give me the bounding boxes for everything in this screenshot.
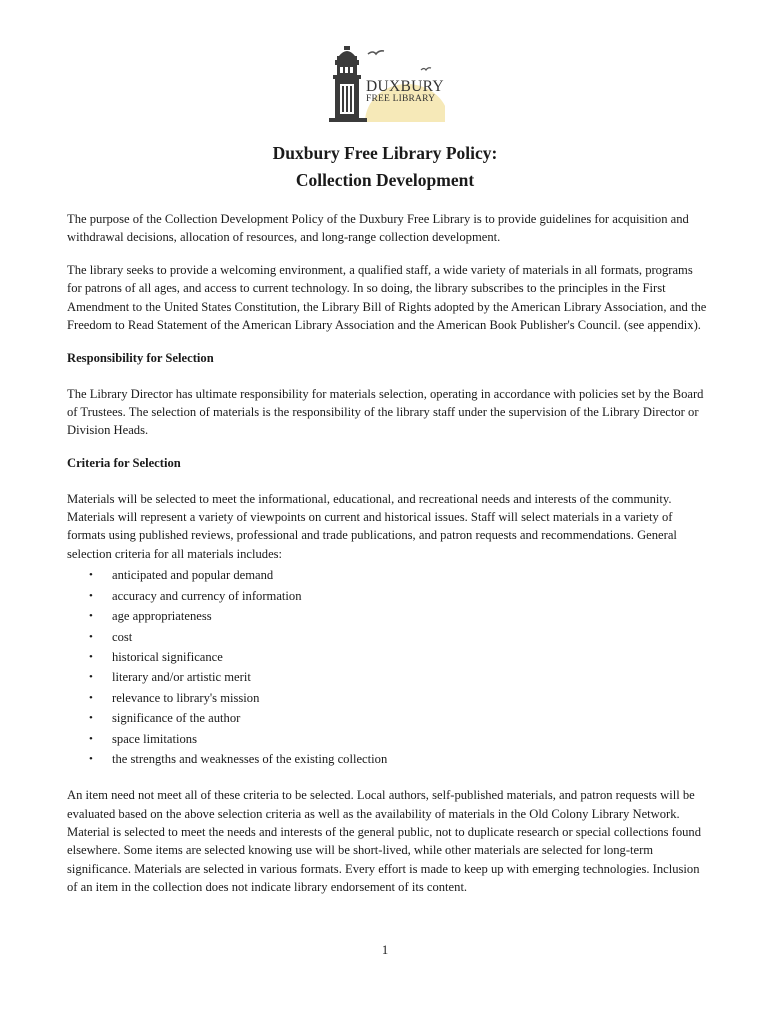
list-item: • anticipated and popular demand bbox=[67, 565, 707, 585]
bird-icon bbox=[421, 68, 431, 70]
page-title bbox=[0, 140, 770, 194]
logo-text-duxbury: DUXBURY bbox=[366, 78, 444, 95]
list-item: • the strengths and weaknesses of the existing collection bbox=[67, 749, 707, 769]
logo-text-free-library: FREE LIBRARY bbox=[366, 94, 436, 104]
bullet-icon: • bbox=[89, 712, 93, 725]
list-item: • age appropriateness bbox=[67, 606, 707, 626]
bullet-icon: • bbox=[89, 671, 93, 684]
list-item: • cost bbox=[67, 627, 707, 647]
page-number: 1 bbox=[381, 943, 389, 957]
list-item: • relevance to library's mission bbox=[67, 688, 707, 708]
title-line-2: Collection Development bbox=[295, 170, 475, 190]
bullet-icon: • bbox=[89, 651, 93, 664]
bullet-icon: • bbox=[89, 589, 93, 602]
document-body bbox=[67, 210, 707, 911]
intro-paragraph: The purpose of the Collection Development Policy of the Duxbury Free Library is to provide guidelines for acquisition and withdrawal decisions, allocation of resources, and long-range collection development. bbox=[67, 212, 689, 245]
list-item: • accuracy and currency of information bbox=[67, 586, 707, 606]
criteria-heading: Criteria for Selection bbox=[67, 455, 181, 470]
criteria-paragraph: Materials will be selected to meet the informational, educational, and recreational needs and interests of the community. Materials will represent a variety of viewpoints on current and historical issues. Staff will select materials in a variety of formats using published reviews, professional and trade publications, and patron requests and recommendations. General selection criteria for all materials includes: bbox=[67, 491, 677, 561]
bullet-icon: • bbox=[89, 752, 93, 765]
list-item: • literary and/or artistic merit bbox=[67, 667, 707, 687]
responsibility-paragraph: The Library Director has ultimate responsibility for materials selection, operating in accordance with policies set by the Board of Trustees. The selection of materials is the responsibility of the library staff under the supervision of the Library Director or Division Heads. bbox=[67, 386, 704, 438]
list-item: • historical significance bbox=[67, 647, 707, 667]
responsibility-heading: Responsibility for Selection bbox=[67, 350, 214, 365]
criteria-list bbox=[67, 565, 707, 769]
bullet-icon: • bbox=[89, 610, 93, 623]
bullet-icon: • bbox=[89, 691, 93, 704]
closing-paragraph: An item need not meet all of these criteria to be selected. Local authors, self-published materials, and patron requests will be evaluated based on the above selection criteria as well as the availability of materials in the Old Colony Library Network. Material is selected to meet the needs and interests of the general public, not to duplicate research or special collections found elsewhere. Some items are selected knowing use will be short-lived, while other materials are selected for long-term significance. Materials are selected in various formats. Every effort is made to keep up with emerging technologies. Inclusion of an item in the collection does not indicate library endorsement of its content. bbox=[67, 788, 702, 894]
title-line-1: Duxbury Free Library Policy: bbox=[272, 143, 498, 163]
list-item: • significance of the author bbox=[67, 708, 707, 728]
mission-paragraph: The library seeks to provide a welcoming environment, a qualified staff, a wide variety of materials in all formats, programs for patrons of all ages, and access to current technology. In so doing, the library subscribes to the principles in the First Amendment to the United States Constitution, the Library Bill of Rights adopted by the American Library Association, and the Freedom to Read Statement of the American Library Association and the American Book Publisher's Council. (see appendix). bbox=[67, 263, 707, 332]
bird-icon bbox=[368, 51, 384, 54]
list-item: • space limitations bbox=[67, 729, 707, 749]
bullet-icon: • bbox=[89, 630, 93, 643]
bullet-icon: • bbox=[89, 569, 93, 582]
bullet-icon: • bbox=[89, 732, 93, 745]
